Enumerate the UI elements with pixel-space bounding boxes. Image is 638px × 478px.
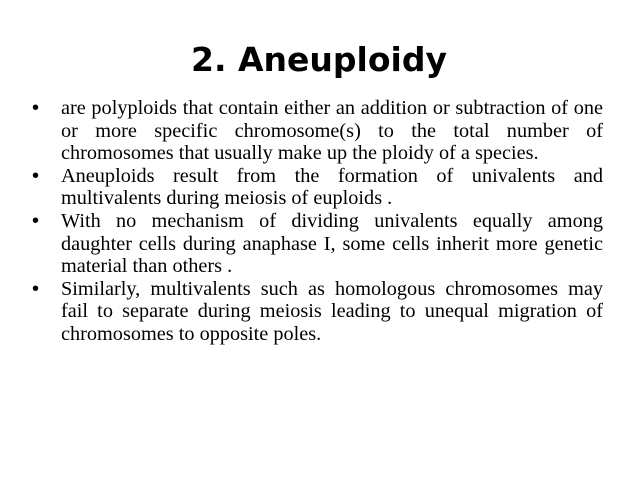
bullet-item	[28, 165, 603, 210]
bullet-list	[28, 97, 603, 346]
bullet-item	[28, 97, 603, 165]
bullet-item	[28, 210, 603, 278]
bullet-dot-icon: •	[32, 209, 40, 232]
bullet-dot-icon: •	[32, 97, 40, 119]
bullet-text: are polyploids that contain either an addition or subtraction of one or more specific chromosome(s) to the total number of chromosomes that usually make up the ploidy of a species.	[61, 97, 603, 165]
bullet-text: Similarly, multivalents such as homologous chromosomes may fail to separate during meiosis leading to unequal migration of chromosomes to opposite poles.	[61, 277, 603, 345]
bullet-dot-icon: •	[32, 277, 40, 300]
bullet-item	[28, 278, 603, 346]
slide-title: 2. Aneuploidy	[191, 40, 447, 79]
bullet-text: With no mechanism of dividing univalents equally among daughter cells during anaphase I, some cells inherit more genetic material than others .	[61, 209, 603, 278]
bullet-dot-icon: •	[32, 164, 40, 187]
bullet-text: Aneuploids result from the formation of univalents and multivalents during meiosis of euploids .	[61, 164, 603, 210]
